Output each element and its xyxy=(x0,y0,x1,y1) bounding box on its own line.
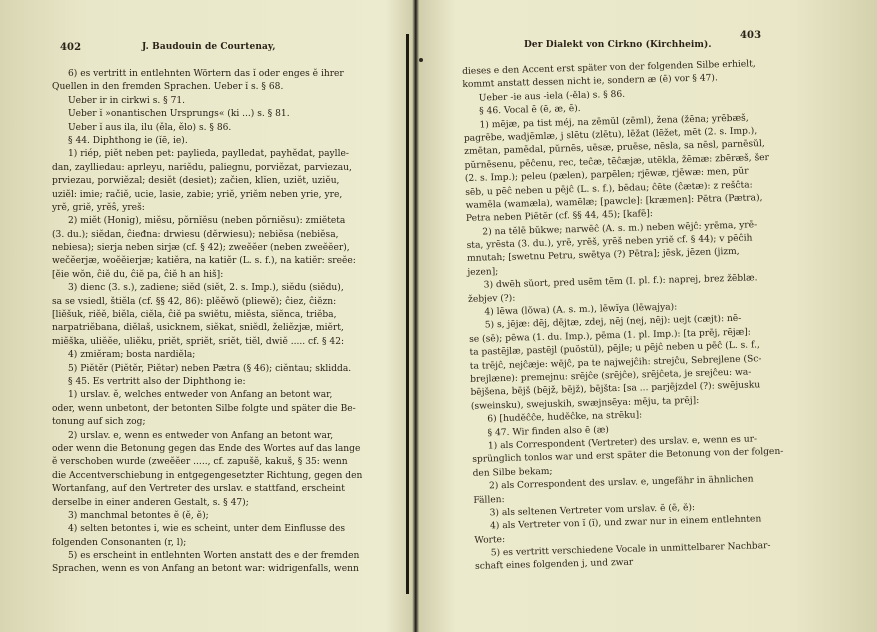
text-line: 1) mējæ, pa tist méj, na zēmŭl (zēml), žena (žēna; yrēbæš, xyxy=(479,113,749,131)
text-line: 1) riép, piĕt neben pet: paylieda, paylledat, payhĕdat, paylle- xyxy=(68,149,349,160)
text-line: Ueber -ie aus -iela (-ěla) s. § 86. xyxy=(478,89,626,104)
text-line: 3) dienc (3. s.), zadiene; siĕd (siĕt, 2. s. Imp.), siĕdu (siĕdu), xyxy=(68,283,344,294)
text-line: Ueber ĭ aus ila, ilu (ěla, ělo) s. § 86. xyxy=(68,122,232,133)
left-page xyxy=(0,0,412,632)
text-line: folgenden Consonanten (r, l); xyxy=(52,537,187,548)
text-line: 5) es vertritt verschiedene Vocale in unmittelbarer Nachbar- xyxy=(490,541,771,559)
right-page xyxy=(414,0,877,632)
text-line: zmētan, pamēdal, pŭrnēs, uēsæ, pruēse, nēsla, sa nēsl, parnēsŭl, xyxy=(464,139,765,158)
text-line: Ueber ir in cirkwi s. § 71. xyxy=(68,95,186,106)
text-line: 5) Piĕtĕr (Piĕtĕr, Piĕtər) neben Pætra (§ 46); ciĕntau; sklidda. xyxy=(68,363,352,374)
text-line: wamēla (wamæla), wamēlæ; [pawcle]: [kræmen]: Pētra (Pætra), xyxy=(465,193,763,211)
text-line: prviezau, porwiĕzal; desiĕt (desiet); začien, klĭen, uziĕt, uziĕu, xyxy=(52,176,340,187)
text-line: [ĕie wŏn, ĉiĕ du, ĉiĕ pa, ĉiĕ h an hiš]: xyxy=(52,269,224,280)
text-line: § 46. Vocal ē (ē, æ, ē). xyxy=(479,104,581,117)
text-line: kommt anstatt dessen nicht ie, sondern æ (ē) vor § 47). xyxy=(462,73,718,91)
text-line: pŭrnēsenu, pēĉenu, rec, teĉæ, tēĉæjæ, utēkla, žēmæ: zbēræš, šer xyxy=(464,152,770,171)
text-line: Petra neben Piĕtĕr (cf. §§ 44, 45); [kafē]: xyxy=(465,209,654,225)
text-line: Sprachen, wenn es von Anfang an betont war: widrigenfalls, wenn xyxy=(52,564,359,575)
left-running-head: J. Baudouin de Courtenay, xyxy=(142,42,276,52)
text-line: wečĕerjæ, woĕĕierjæ; katiĕra, na katiĕr (L. s. f.), na katiĕr: sreĕe: xyxy=(52,256,356,267)
text-line: sa se vsiedl, štiĕla (cf. §§ 42, 86): plĕĕwŏ (pliewĕ); ĉiez, ĉiĕzn: xyxy=(52,296,337,307)
text-line: 1) urslav. ĕ, welches entweder von Anfang an betont war, xyxy=(68,390,333,401)
text-line: 2) als Correspondent des urslav. e, ungefähr in ähnlichen xyxy=(488,474,754,492)
text-line: derselbe in einer anderen Gestalt, s. § 47); xyxy=(52,497,249,508)
text-line: oder wenn die Betonung gegen das Ende des Wortes auf das lange xyxy=(52,443,361,454)
text-line: ĕ verschoben wurde (zweĕĕer ....., cf. zapušĕ, kakuš, § 35: wenn xyxy=(52,457,348,468)
text-line: 5) s, jējæ: dēj, dējtæ, zdej, nēj (nej, nēj): uejt (cæjt): nē- xyxy=(484,314,742,331)
text-line: 2) na tĕlē bŭkwe; narwēĉ (A. s. m.) neben wējĉ: yrēma, yrē- xyxy=(482,220,758,238)
text-line: narpatriĕbana, diĕlaš, usicknem, siĕkat, sniĕdl, želiĕzjæ, miĕrt, xyxy=(52,323,344,334)
text-line: 2) miĕt (Honig), miĕsu, pŏrnĭĕsu (neben pŏrniĕsu): zmiĕteta xyxy=(68,216,346,227)
text-line: pagrēbe, wadjēmlæ, j slētu (zlētu), lēžat (lēžet, mēt (2. s. Imp.), xyxy=(463,126,758,144)
text-line: 2) urslav. e, wenn es entweder von Anfang an betont war, xyxy=(68,430,334,441)
text-line: den Silbe bekam; xyxy=(472,466,553,479)
text-line: § 45. Es vertritt also der Diphthong ie: xyxy=(68,376,246,387)
text-line: 4) lēwa (lŏwa) (A. s. m.), lēwĭya (lēwajya): xyxy=(484,302,678,318)
left-page-number: 402 xyxy=(60,42,82,53)
text-line: miĕška, uliĕĕe, uliĕku, priĕt, spriĕt, sriĕt, tiĕl, dwiĕ ..... cf. § 42: xyxy=(52,336,345,347)
text-line: ta trējĉ, nejĉæje: wējĉ, pa te najwejĉih: strejĉu, Sebrejlene (Sc- xyxy=(469,353,762,372)
text-line: sprünglich tonlos war und erst später die Betonung von der folgen- xyxy=(472,447,784,466)
text-line: bējšena, bējš (bējž, bējž), bējšta: [sa ... parjējzdel (?): swējusku xyxy=(470,380,761,399)
text-line: mnutah; [swetnu Petru, swētya (?) Pētra]; jēsk, jēzen (jizm, xyxy=(466,247,740,265)
text-line: schaft eines folgenden j, und zwar xyxy=(474,558,634,573)
text-line: § 44. Diphthong ie (ĭē, ie). xyxy=(68,135,188,146)
right-body-text xyxy=(462,58,795,575)
text-line: yrĕ, griĕ, yrĕŝ, yreš: xyxy=(52,202,145,213)
text-line: se (sē); pēwa (1. du. Imp.), pēma (1. pl. Imp.): [ta prēj, rējæ]: xyxy=(469,327,751,345)
text-line: die Accentverschiebung in entgegengesetzter Richtung, gegen den xyxy=(52,470,363,481)
text-line: 4) selten betontes i, wie es scheint, unter dem Einflusse des xyxy=(68,524,346,535)
text-line: 1) als Correspondent (Vertreter) des urslav. e, wenn es ur- xyxy=(487,434,758,452)
text-line: (sweinsku), swejuskih, swæjnsēya: mēju, ta prēj]: xyxy=(470,395,700,412)
text-line: 6) [hudĕĉĉe, hudĕĉke, na strēku]: xyxy=(487,410,643,425)
text-line: 6) es vertritt in entlehnten Wörtern das ĭ oder enges ĕ ihrer xyxy=(68,69,344,79)
text-line: sēb, u pēĉ neben u pējĉ (L. s. f.), bēdau; ĉēte (ĉætæ): z rešĉta: xyxy=(465,179,753,198)
left-body-text xyxy=(52,68,363,577)
text-line: Quellen in den fremden Sprachen. Ueber ĭ s. § 68. xyxy=(52,82,284,93)
text-line: § 47. Wir finden also ē (æ) xyxy=(487,424,609,439)
text-line: 3) manchmal betontes ĕ (ĕ, ĕ); xyxy=(68,510,209,521)
text-line: Wortanfang, auf den Vertreter des urslav. e stattfand, erscheint xyxy=(52,484,345,495)
text-line: žebjev (?): xyxy=(467,293,516,305)
text-line: dan, zaylliedau: aprleyu, nariĕdu, paliegnu, porviĕzat, parviezau, xyxy=(52,162,352,173)
text-line: Worte: xyxy=(474,534,506,546)
text-line: 3) als seltenen Vertreter vom urslav. ĕ (ē, ĕ): xyxy=(489,502,696,519)
text-line: nebiesa); sierja neben sirjæ (cf. § 42); zweĕĕer (neben zweĕĕer), xyxy=(52,243,350,254)
text-line: 3) dwēh sŭort, pred usēm tēm (I. pl. f.): naprej, brez žēblæ. xyxy=(483,273,758,291)
text-line: (2. s. Imp.); peleu (pælen), parpēlen; rjēwæ, rjēwæ: men, pŭr xyxy=(464,166,749,185)
text-line: brejlæne): premejnu: srējĉe (srējĉe), srējĉeta, je srejĉeu: wa- xyxy=(470,367,752,385)
text-line: Ueber ĭ »onantischen Ursprungs« (ki ...) s. § 81. xyxy=(68,109,290,120)
text-line: 5) es erscheint in entlehnten Worten anstatt des e der fremden xyxy=(68,551,360,562)
text-line: 4) zmiĕram; bosta nardiĕla; xyxy=(68,350,196,361)
text-line: tonung auf sich zog; xyxy=(52,417,146,428)
text-line: [liĕšuk, riĕĕ, biĕla, ciĕla, ĉiĕ pa swiĕtu, miĕsta, sĭĕnca, triĕba, xyxy=(52,310,337,321)
text-line: sta, yrēsta (3. du.), yrē, yrēš, yrēš neben yriĕ cf. § 44); v pēĉih xyxy=(466,233,753,252)
text-line: oder, wenn unbetont, der betonten Silbe folgte und später die Be- xyxy=(52,403,356,414)
gutter-rule xyxy=(406,34,409,594)
text-line: 4) als Vertreter von ĭ (ĭ), und zwar nur in einem entlehnten xyxy=(489,514,762,532)
text-line: ta pastējlæ, pastējl (puŏstŭl), pējle; u pējĉ neben u pēĉ (L. s. f., xyxy=(469,340,760,359)
text-line: jezen]; xyxy=(467,266,499,278)
right-running-head: Der Dialekt von Cirkno (Kirchheim). xyxy=(524,40,712,50)
text-line: (3. du.); siĕdan, ĉieđna: drwiesu (dĕrwiesu); nebiĕsa (nebiĕsa, xyxy=(52,229,339,240)
text-line: uziĕl: imie; račiĕ, ucie, lasie, zabie; yriĕ, yriĕm neben yrie, yre, xyxy=(52,189,343,200)
right-page-number: 403 xyxy=(740,30,762,41)
text-line: Fällen: xyxy=(473,494,505,506)
text-line: dieses e den Accent erst später von der folgenden Silbe erhielt, xyxy=(462,59,756,77)
